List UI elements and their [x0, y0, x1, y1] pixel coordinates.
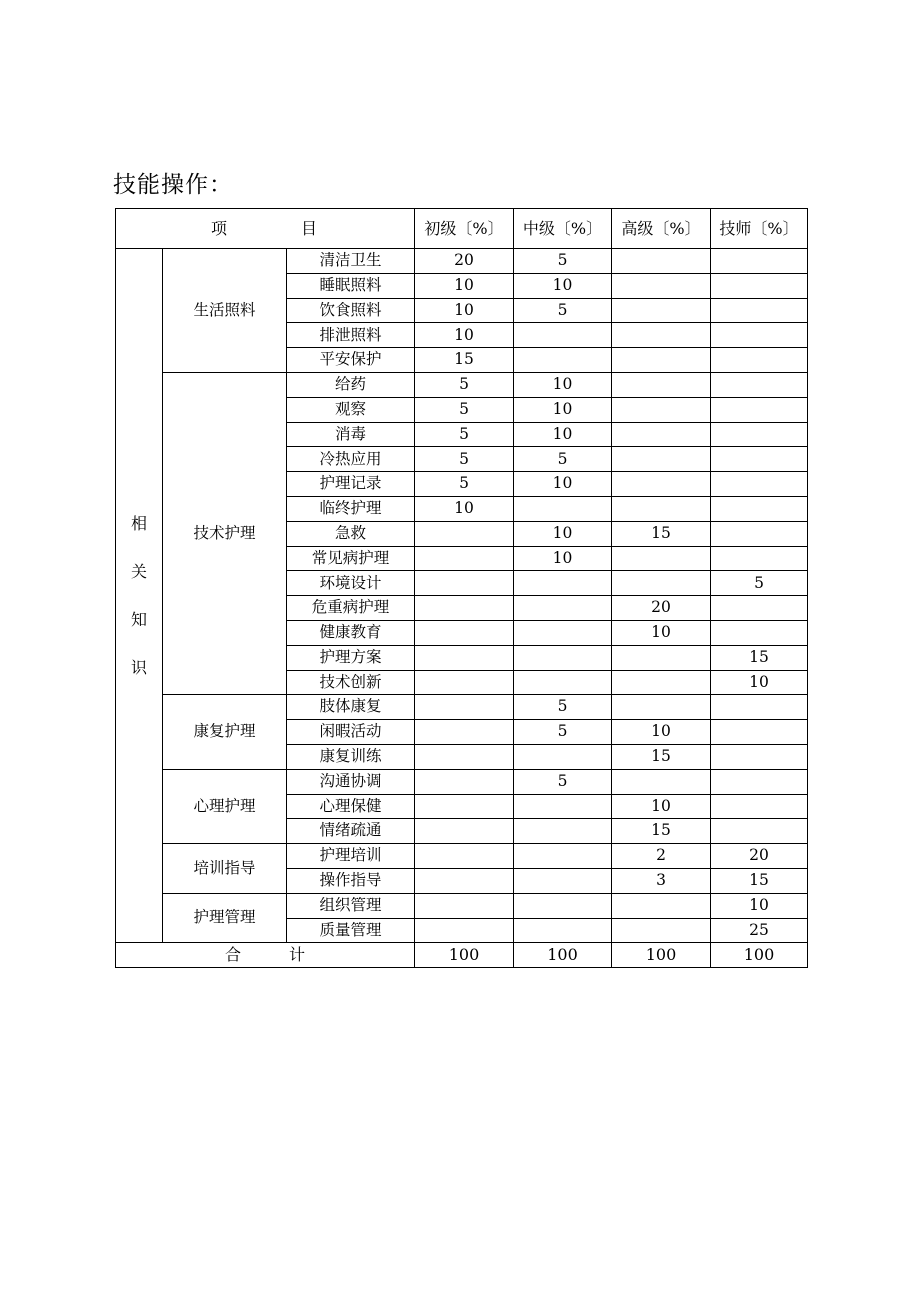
- total-row: [116, 943, 808, 968]
- category-cell: 技术护理: [163, 372, 287, 694]
- jishi-cell: [711, 422, 808, 447]
- chuji-cell: 15: [415, 348, 514, 373]
- jishi-cell: 10: [711, 893, 808, 918]
- category-cell: 生活照料: [163, 249, 287, 373]
- zhongji-cell: [514, 744, 612, 769]
- gaoji-cell: [612, 645, 711, 670]
- chuji-cell: [415, 645, 514, 670]
- chuji-cell: [415, 844, 514, 869]
- chuji-cell: [415, 546, 514, 571]
- zhongji-cell: 10: [514, 397, 612, 422]
- jishi-cell: [711, 769, 808, 794]
- item-cell: 给药: [287, 372, 415, 397]
- jishi-cell: [711, 794, 808, 819]
- jishi-cell: [711, 620, 808, 645]
- chuji-cell: 5: [415, 397, 514, 422]
- gaoji-cell: 10: [612, 620, 711, 645]
- zhongji-cell: 5: [514, 695, 612, 720]
- item-cell: 护理方案: [287, 645, 415, 670]
- gaoji-cell: [612, 397, 711, 422]
- jishi-cell: [711, 496, 808, 521]
- gaoji-cell: [612, 670, 711, 695]
- item-cell: 消毒: [287, 422, 415, 447]
- chuji-cell: [415, 794, 514, 819]
- chuji-cell: [415, 521, 514, 546]
- item-cell: 排泄照料: [287, 323, 415, 348]
- category-cell: 培训指导: [163, 844, 287, 894]
- jishi-cell: [711, 521, 808, 546]
- total-zhongji: 100: [514, 943, 612, 968]
- gaoji-cell: [612, 918, 711, 943]
- chuji-cell: 10: [415, 323, 514, 348]
- jishi-cell: [711, 720, 808, 745]
- gaoji-cell: [612, 298, 711, 323]
- chuji-cell: [415, 620, 514, 645]
- item-cell: 护理记录: [287, 472, 415, 497]
- chuji-cell: 5: [415, 472, 514, 497]
- chuji-cell: [415, 695, 514, 720]
- gaoji-cell: [612, 695, 711, 720]
- zhongji-cell: 5: [514, 769, 612, 794]
- gaoji-cell: [612, 571, 711, 596]
- chuji-cell: [415, 744, 514, 769]
- item-cell: 沟通协调: [287, 769, 415, 794]
- item-cell: 健康教育: [287, 620, 415, 645]
- jishi-cell: [711, 447, 808, 472]
- item-cell: 急救: [287, 521, 415, 546]
- header-item: 项 目: [116, 209, 415, 249]
- zhongji-cell: [514, 323, 612, 348]
- category-cell: 心理护理: [163, 769, 287, 843]
- table-row: [116, 249, 808, 274]
- zhongji-cell: 5: [514, 298, 612, 323]
- zhongji-cell: 10: [514, 372, 612, 397]
- zhongji-cell: [514, 620, 612, 645]
- category-cell: 康复护理: [163, 695, 287, 769]
- item-cell: 情绪疏通: [287, 819, 415, 844]
- header-chuji: 初级〔%〕: [415, 209, 514, 249]
- gaoji-cell: [612, 447, 711, 472]
- chuji-cell: 20: [415, 249, 514, 274]
- item-cell: 护理培训: [287, 844, 415, 869]
- item-cell: 饮食照料: [287, 298, 415, 323]
- chuji-cell: [415, 918, 514, 943]
- item-cell: 操作指导: [287, 868, 415, 893]
- zhongji-cell: 10: [514, 546, 612, 571]
- total-chuji: 100: [415, 943, 514, 968]
- zhongji-cell: 10: [514, 273, 612, 298]
- chuji-cell: [415, 769, 514, 794]
- header-row: [116, 209, 808, 249]
- table-row: [116, 844, 808, 869]
- skill-weight-table: [115, 208, 808, 968]
- chuji-cell: 5: [415, 447, 514, 472]
- chuji-cell: [415, 868, 514, 893]
- jishi-cell: 15: [711, 868, 808, 893]
- header-jishi: 技师〔%〕: [711, 209, 808, 249]
- total-jishi: 100: [711, 943, 808, 968]
- zhongji-cell: [514, 868, 612, 893]
- zhongji-cell: [514, 893, 612, 918]
- item-cell: 常见病护理: [287, 546, 415, 571]
- jishi-cell: 5: [711, 571, 808, 596]
- gaoji-cell: [612, 546, 711, 571]
- page-title: 技能操作：: [113, 172, 233, 198]
- category-cell: 护理管理: [163, 893, 287, 943]
- jishi-cell: 10: [711, 670, 808, 695]
- total-label: 合 计: [116, 943, 415, 968]
- gaoji-cell: 10: [612, 794, 711, 819]
- jishi-cell: [711, 596, 808, 621]
- zhongji-cell: [514, 596, 612, 621]
- chuji-cell: 10: [415, 496, 514, 521]
- jishi-cell: [711, 273, 808, 298]
- gaoji-cell: 15: [612, 521, 711, 546]
- gaoji-cell: 10: [612, 720, 711, 745]
- zhongji-cell: [514, 496, 612, 521]
- item-cell: 闲暇活动: [287, 720, 415, 745]
- jishi-cell: [711, 472, 808, 497]
- jishi-cell: 20: [711, 844, 808, 869]
- jishi-cell: [711, 372, 808, 397]
- total-gaoji: 100: [612, 943, 711, 968]
- item-cell: 环境设计: [287, 571, 415, 596]
- item-cell: 冷热应用: [287, 447, 415, 472]
- zhongji-cell: [514, 670, 612, 695]
- item-cell: 技术创新: [287, 670, 415, 695]
- gaoji-cell: 2: [612, 844, 711, 869]
- zhongji-cell: 10: [514, 521, 612, 546]
- chuji-cell: [415, 596, 514, 621]
- gaoji-cell: [612, 496, 711, 521]
- item-cell: 清洁卫生: [287, 249, 415, 274]
- zhongji-cell: 5: [514, 249, 612, 274]
- jishi-cell: [711, 695, 808, 720]
- zhongji-cell: [514, 918, 612, 943]
- zhongji-cell: [514, 645, 612, 670]
- zhongji-cell: 5: [514, 720, 612, 745]
- gaoji-cell: 15: [612, 744, 711, 769]
- gaoji-cell: [612, 893, 711, 918]
- jishi-cell: [711, 819, 808, 844]
- jishi-cell: [711, 298, 808, 323]
- zhongji-cell: [514, 348, 612, 373]
- item-cell: 质量管理: [287, 918, 415, 943]
- jishi-cell: [711, 323, 808, 348]
- item-cell: 组织管理: [287, 893, 415, 918]
- chuji-cell: 10: [415, 273, 514, 298]
- table-row: [116, 893, 808, 918]
- chuji-cell: 5: [415, 372, 514, 397]
- jishi-cell: [711, 348, 808, 373]
- chuji-cell: 5: [415, 422, 514, 447]
- chuji-cell: [415, 571, 514, 596]
- gaoji-cell: [612, 372, 711, 397]
- zhongji-cell: [514, 794, 612, 819]
- item-cell: 危重病护理: [287, 596, 415, 621]
- gaoji-cell: [612, 348, 711, 373]
- gaoji-cell: [612, 249, 711, 274]
- item-cell: 肢体康复: [287, 695, 415, 720]
- zhongji-cell: [514, 819, 612, 844]
- gaoji-cell: 15: [612, 819, 711, 844]
- zhongji-cell: 5: [514, 447, 612, 472]
- item-cell: 心理保健: [287, 794, 415, 819]
- chuji-cell: [415, 819, 514, 844]
- chuji-cell: [415, 670, 514, 695]
- jishi-cell: [711, 249, 808, 274]
- gaoji-cell: [612, 422, 711, 447]
- jishi-cell: [711, 397, 808, 422]
- chuji-cell: 10: [415, 298, 514, 323]
- item-cell: 康复训练: [287, 744, 415, 769]
- gaoji-cell: [612, 323, 711, 348]
- table-row: [116, 769, 808, 794]
- chuji-cell: [415, 720, 514, 745]
- jishi-cell: [711, 546, 808, 571]
- table-row: [116, 372, 808, 397]
- zhongji-cell: [514, 571, 612, 596]
- gaoji-cell: [612, 472, 711, 497]
- item-cell: 观察: [287, 397, 415, 422]
- side-label: 相关知识: [131, 513, 148, 677]
- zhongji-cell: 10: [514, 472, 612, 497]
- gaoji-cell: 20: [612, 596, 711, 621]
- side-label-cell: [116, 249, 163, 943]
- header-gaoji: 高级〔%〕: [612, 209, 711, 249]
- jishi-cell: 15: [711, 645, 808, 670]
- chuji-cell: [415, 893, 514, 918]
- gaoji-cell: [612, 273, 711, 298]
- jishi-cell: 25: [711, 918, 808, 943]
- item-cell: 临终护理: [287, 496, 415, 521]
- header-zhongji: 中级〔%〕: [514, 209, 612, 249]
- table-row: [116, 695, 808, 720]
- gaoji-cell: 3: [612, 868, 711, 893]
- gaoji-cell: [612, 769, 711, 794]
- jishi-cell: [711, 744, 808, 769]
- item-cell: 平安保护: [287, 348, 415, 373]
- zhongji-cell: 10: [514, 422, 612, 447]
- item-cell: 睡眠照料: [287, 273, 415, 298]
- zhongji-cell: [514, 844, 612, 869]
